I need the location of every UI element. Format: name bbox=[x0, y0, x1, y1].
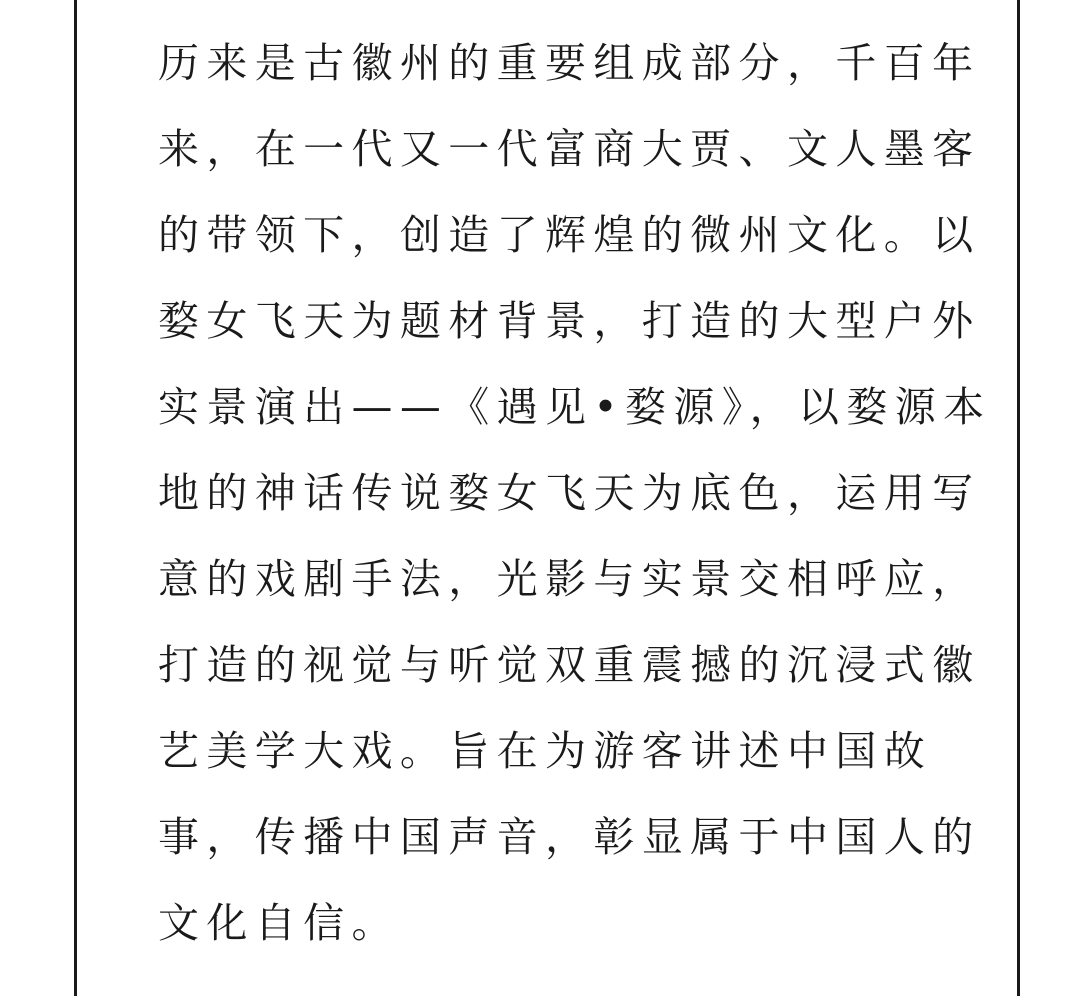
paragraph-line: 艺美学大戏。旨在为游客讲述中国故 bbox=[158, 727, 933, 775]
paragraph-line: 婺女飞天为题材背景，打造的大型户外 bbox=[158, 297, 981, 345]
paragraph-line: 打造的视觉与听觉双重震撼的沉浸式徽 bbox=[158, 641, 981, 689]
paragraph-line: 历来是古徽州的重要组成部分，千百年 bbox=[158, 39, 981, 87]
paragraph-line: 实景演出——《遇见•婺源》，以婺源本 bbox=[158, 383, 992, 431]
paragraph-line: 来，在一代又一代富商大贾、文人墨客 bbox=[158, 125, 981, 173]
paragraph-line: 文化自信。 bbox=[158, 899, 400, 947]
paragraph-line: 事，传播中国声音，彰显属于中国人的 bbox=[158, 813, 981, 861]
paragraph-line: 意的戏剧手法，光影与实景交相呼应， bbox=[158, 555, 981, 603]
paragraph-line: 的带领下，创造了辉煌的微州文化。以 bbox=[158, 211, 981, 259]
article-paragraph bbox=[158, 20, 992, 966]
paragraph-line: 地的神话传说婺女飞天为底色，运用写 bbox=[158, 469, 981, 517]
